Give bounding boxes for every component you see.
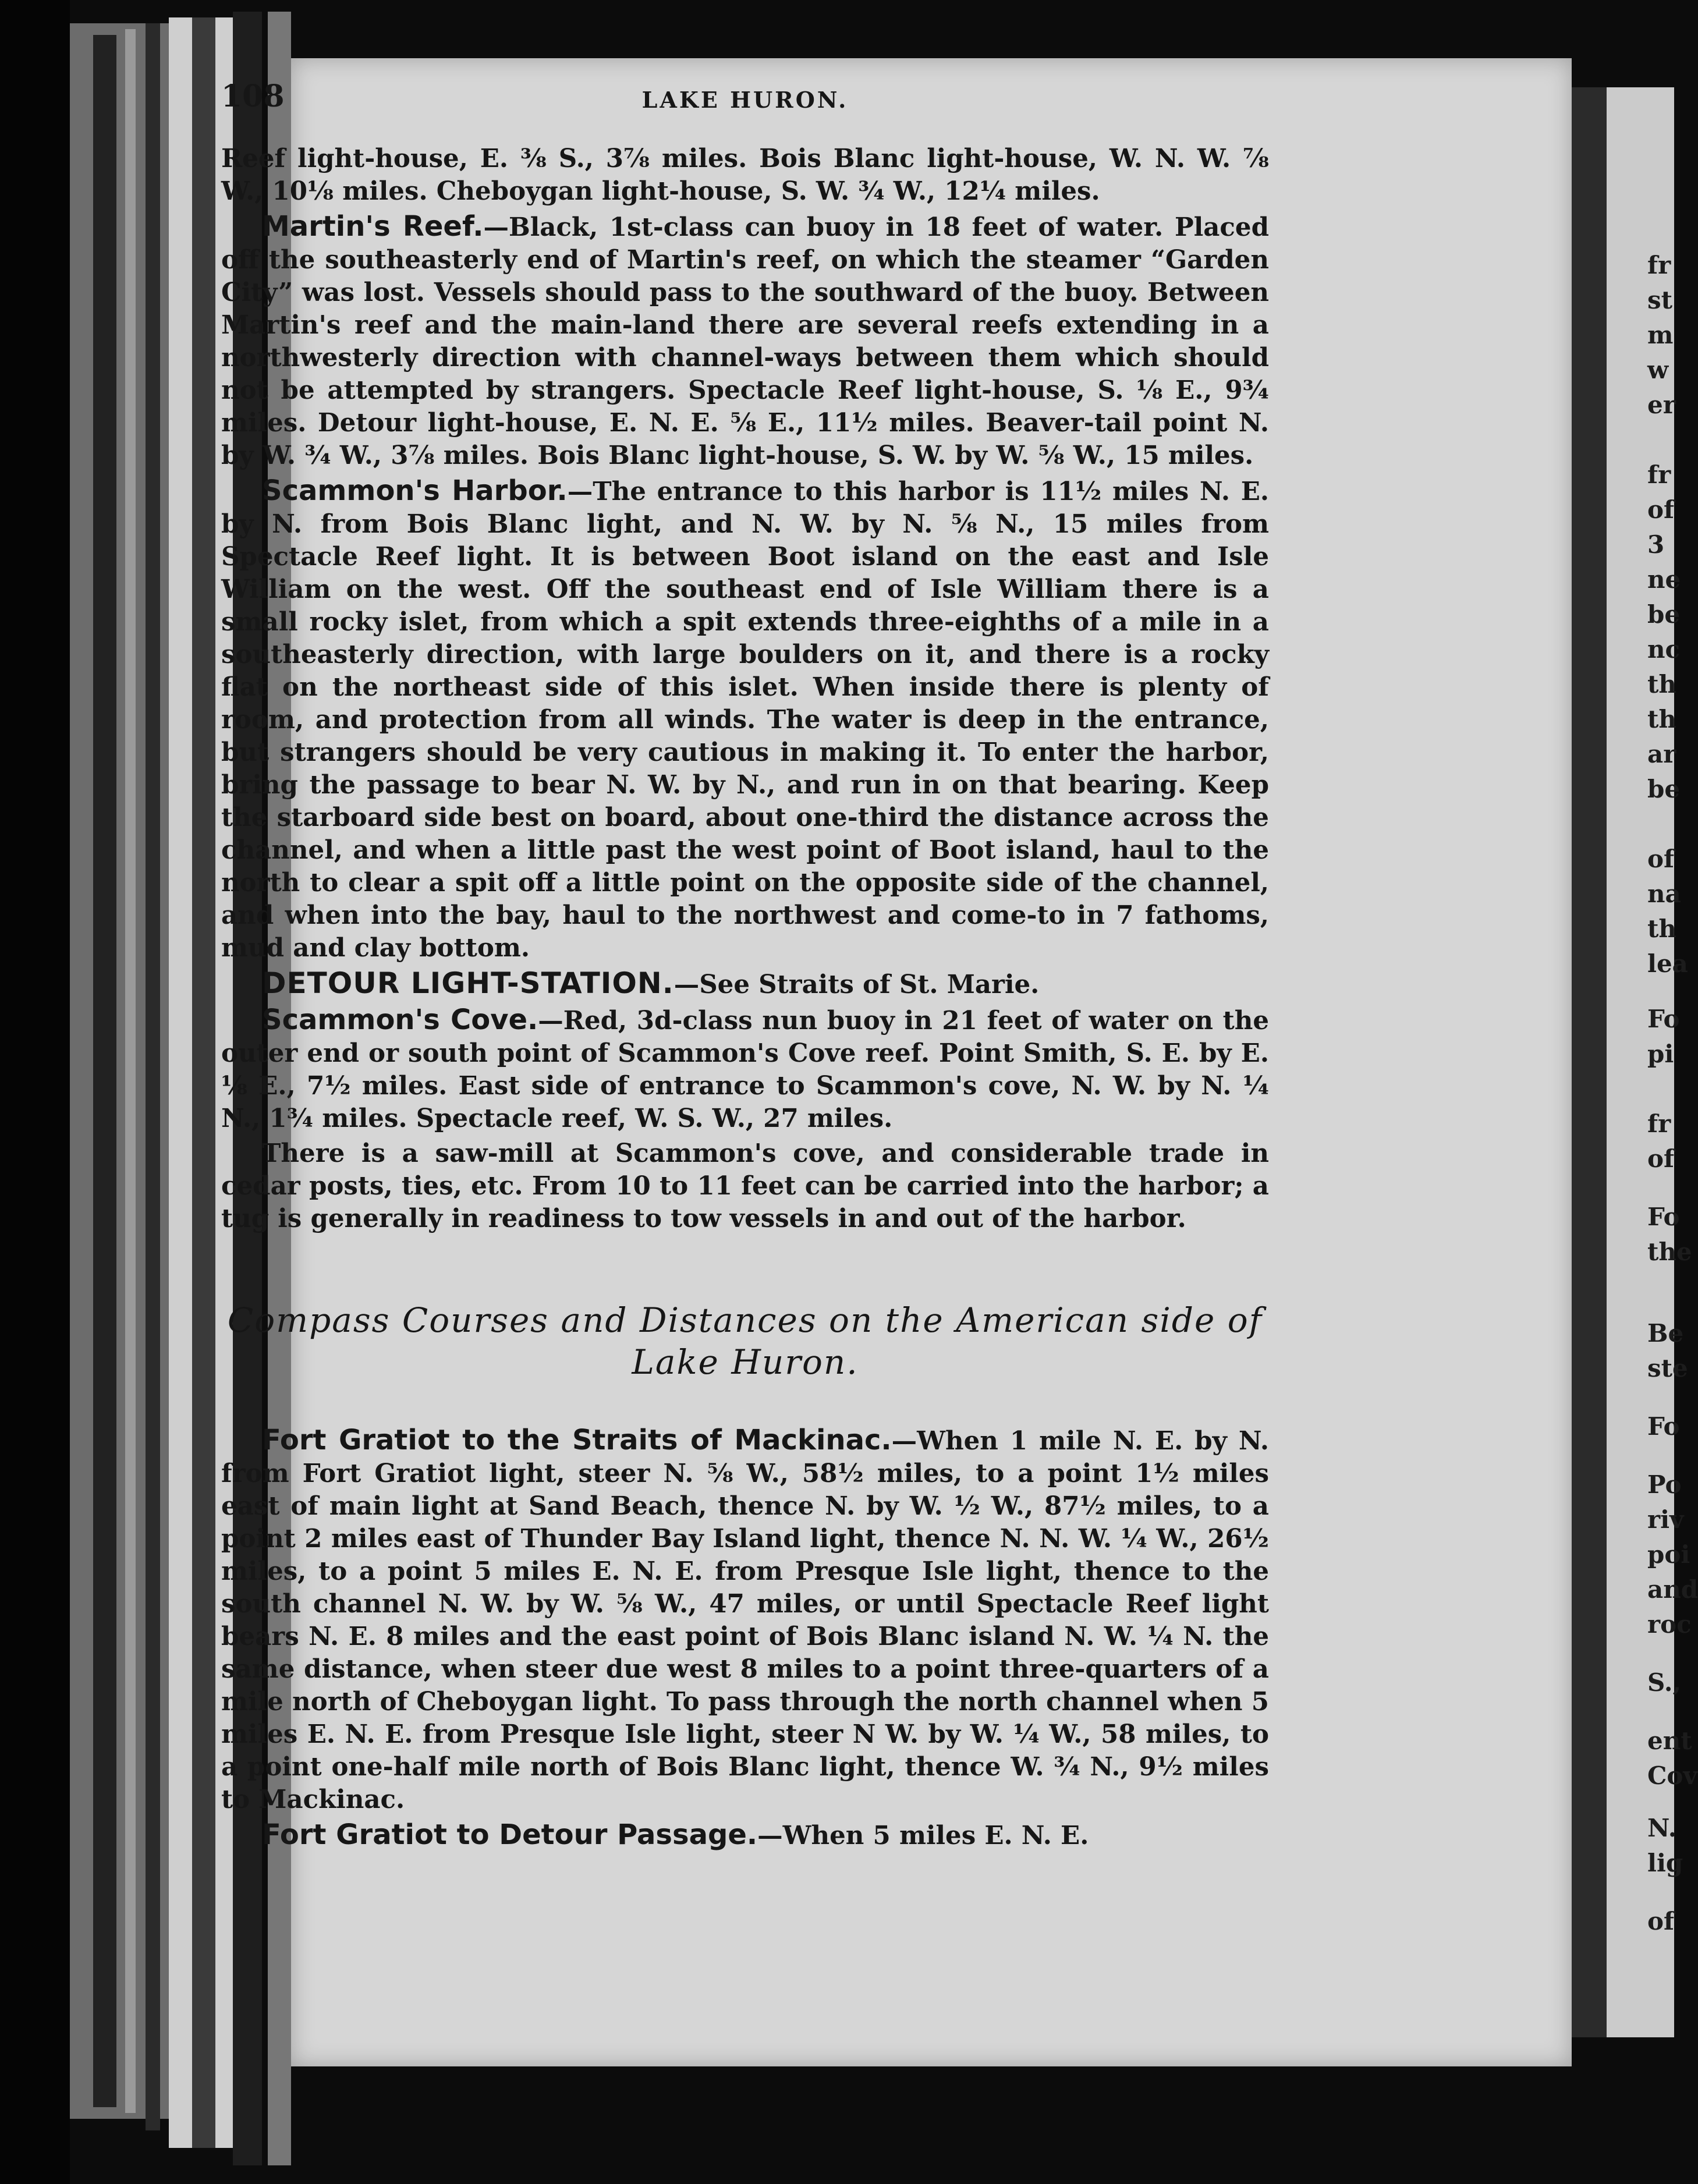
facing-page-text-fragment: er [1647,391,1676,419]
paragraph-body: —When 5 miles E. N. E. [757,1821,1089,1850]
facing-page-text-fragment: Po [1647,1470,1682,1499]
facing-page-text-fragment: nc [1647,635,1681,664]
page-stack-edge [146,23,160,2130]
paragraph-lead: Scammon's Harbor. [262,474,568,507]
facing-page-text-fragment: Fo [1647,1412,1680,1441]
facing-page-text-fragment: th [1647,914,1676,943]
running-head: LAKE HURON. [641,87,849,113]
facing-page-text-fragment: be [1647,775,1681,803]
facing-page-text-fragment: Fo [1647,1005,1680,1033]
facing-page-gutter [1572,87,1607,2037]
facing-page-text-fragment: pi [1647,1040,1674,1068]
section-title: Compass Courses and Distances on the American side of Lake Huron. [227,1300,1263,1382]
facing-page-text-fragment: m [1647,321,1674,349]
facing-page-text-fragment: fr [1647,251,1671,279]
paragraph-detour-light-station [221,967,1269,1001]
paragraph-scammons-harbor [221,474,1269,965]
paragraph-martins-reef [221,210,1269,472]
facing-page-text-fragment: be [1647,600,1681,629]
page-number: 108 [221,79,285,114]
facing-page-text-fragment: and [1647,1575,1698,1604]
facing-page-text-fragment: N. [1647,1814,1677,1842]
paragraph-lead: Fort Gratiot to the Straits of Mackinac. [262,1424,892,1456]
facing-page-text-fragment: ar [1647,740,1676,768]
page-header [221,79,1269,119]
facing-page-text-fragment: Be [1647,1319,1684,1348]
paragraph-body: —See Straits of St. Marie. [673,970,1040,999]
facing-page-text-fragment: ne [1647,565,1681,594]
paragraph-body: —Black, 1st-class can buoy in 18 feet of water. Placed off the southeasterly end of Martin's reef, on which the steamer “Garden City” was lost. Vessels should pass to the southward of the buoy. Between Martin's reef and the main-land there are several reefs extending in a northwesterly direction with channel-ways between them which should not be attempted by strangers. Spectacle Reef light-house, S. ⅛ E., 9¾ miles. Detour light-house, E. N. E. ⅝ E., 11½ miles. Beaver-tail point N. by W. ¾ W., 3⅞ miles. Bois Blanc light-house, S. W. by W. ⅝ W., 15 miles. [221,212,1269,470]
facing-page-text-fragment: 3 [1647,530,1665,559]
paragraph-fort-gratiot-detour [221,1818,1269,1852]
facing-page-text-fragment: lea [1647,949,1688,978]
facing-page-text-fragment: poi [1647,1540,1690,1569]
facing-page-text-fragment: of [1647,495,1675,524]
paragraph-body: —The entrance to this harbor is 11½ miles N. E. by N. from Bois Blanc light, and N. W. by N. ⅝ N., 15 miles from Spectacle Reef light. It is between Boot island on the east and Isle William on the west. Off the southeast end of Isle William there is a small rocky islet, from which a spit extends three-eighths of a mile in a southeasterly direction, with large boulders on it, and there is a rocky flat on the northeast side of this islet. When inside there is plenty of room, and protection from all winds. The water is deep in the entrance, but strangers should be very cautious in making it. To enter the harbor, bring the passage to bear N. W. by N., and run in on that bearing. Keep the starboard side best on board, about one-third the distance across the channel, and when a little past the west point of Boot island, haul to the north to clear a spit off a little point on the opposite side of the channel, and when into the bay, haul to the northwest and come-to in 7 fathoms, mud and clay bottom. [221,477,1269,963]
paragraph-body: —When 1 mile N. E. by N. from Fort Gratiot light, steer N. ⅝ W., 58½ miles, to a point 1½ miles east of main light at Sand Beach, thence N. by W. ½ W., 87½ miles, to a point 2 miles east of Thunder Bay Island light, thence N. N. W. ¼ W., 26½ miles, to a point 5 miles E. N. E. from Presque Isle light, thence to the south channel N. W. by W. ⅝ W., 47 miles, or until Spectacle Reef light bears N. E. 8 miles and the east point of Bois Blanc island N. W. ¼ N. the same distance, when steer due west 8 miles to a point three-quarters of a mile north of Cheboygan light. To pass through the north channel when 5 miles E. N. E. from Presque Isle light, steer N W. by W. ¼ W., 58 miles, to a point one-half mile north of Bois Blanc light, thence W. ¾ N., 9½ miles to Mackinac. [221,1426,1269,1814]
facing-page-text-fragment: w [1647,356,1669,384]
paragraph-lead: DETOUR LIGHT-STATION. [262,966,674,1000]
page-stack-edge [93,35,116,2107]
facing-page-text-fragment: lig [1647,1849,1683,1877]
facing-page-text-fragment: th [1647,705,1676,733]
facing-page-text-fragment: of [1647,1907,1675,1935]
paragraph-lead: Martin's Reef. [262,210,484,243]
facing-page-text-fragment: roc [1647,1610,1692,1639]
paragraph-scammons-cove [221,1004,1269,1135]
facing-page-text-fragment: ent [1647,1726,1692,1755]
facing-page-text-fragment: st [1647,286,1673,314]
facing-page-text-fragment: of [1647,1144,1675,1173]
facing-page-text-fragment: of [1647,845,1675,873]
facing-page-text-fragment: th [1647,670,1676,699]
facing-page-text-fragment: fr [1647,460,1671,489]
facing-page-text-fragment: fr [1647,1109,1671,1138]
paragraph-lead: Fort Gratiot to Detour Passage. [262,1818,758,1851]
binding-edge [0,0,70,2184]
paragraph-body: —Red, 3d-class nun buoy in 21 feet of water on the outer end or south point of Scammon's Cove reef. Point Smith, S. E. by E. ⅛ E., 7½ miles. East side of entrance to Scammon's cove, N. W. by N. ¼ N., 1¾ miles. Spectacle reef, W. S. W., 27 miles. [221,1006,1270,1133]
facing-page-text-fragment: Fo [1647,1203,1680,1231]
page-stack-edge [192,17,215,2148]
facing-page-edge [1572,87,1698,2037]
facing-page-text-fragment: ste [1647,1354,1688,1382]
facing-page-text-fragment: na [1647,880,1681,908]
facing-page-text-fragment: Cov [1647,1761,1697,1790]
paragraph-fort-gratiot-mackinac [221,1424,1269,1816]
paragraph-lead: Scammon's Cove. [262,1004,538,1036]
paragraph-saw-mill: There is a saw-mill at Scammon's cove, and considerable trade in cedar posts, ties, etc. From 10 to 11 feet can be carried into the harbor; a tug is generally in readiness to tow vessels in and out of the harbor. [221,1139,1269,1233]
facing-page-text-fragment: the [1647,1238,1692,1266]
page-stack-edge [125,29,136,2113]
facing-page-text-fragment: S., [1647,1668,1682,1697]
page-content [221,79,1269,1852]
paragraph-continuation: Reef light-house, E. ⅜ S., 3⅞ miles. Bois Blanc light-house, W. N. W. ⅞ W., 10⅛ miles. Cheboygan light-house, S. W. ¾ W., 12¼ miles. [221,144,1269,206]
facing-page-text-fragment: riv [1647,1505,1684,1534]
